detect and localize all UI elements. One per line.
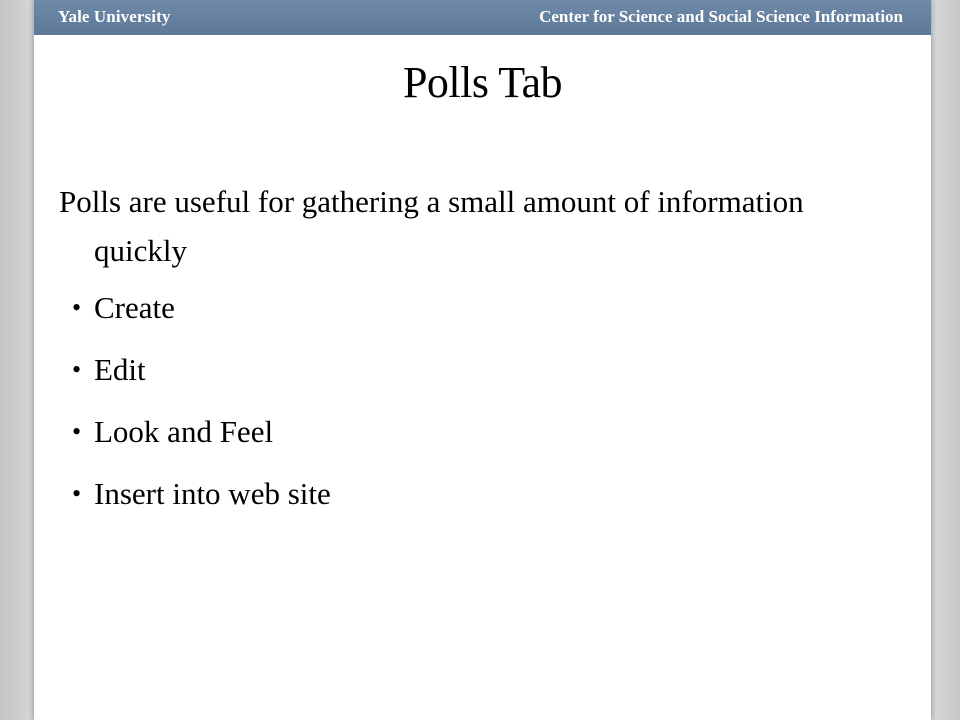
bullet-text: Create	[94, 290, 175, 325]
bullet-icon: •	[72, 355, 82, 384]
bullet-text: Look and Feel	[94, 414, 274, 449]
bullet-icon: •	[72, 417, 82, 446]
right-margin	[931, 0, 960, 720]
intro-text: Polls are useful for gathering a small amount of information quickly	[59, 184, 804, 268]
slide	[34, 0, 931, 720]
bullet-icon: •	[72, 293, 82, 322]
header-bar	[34, 0, 931, 35]
slide-title: Polls Tab	[402, 58, 563, 107]
left-margin	[0, 0, 34, 720]
bullet-text: Insert into web site	[94, 476, 331, 511]
header-department-label: Center for Science and Social Science Information	[539, 7, 903, 26]
bullet-text: Edit	[94, 352, 146, 387]
header-institution-label: Yale University	[58, 7, 171, 26]
bullet-icon: •	[72, 479, 82, 508]
